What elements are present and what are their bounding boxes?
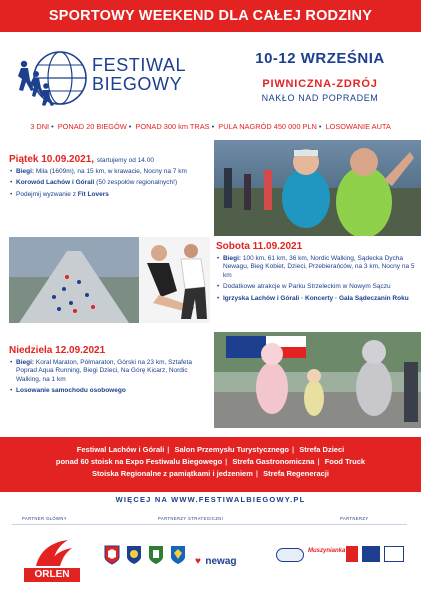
newag-wordmark: newag — [205, 556, 237, 567]
saturday-list — [216, 255, 416, 303]
newag-logo — [195, 551, 237, 569]
attractions-row: ponad 60 stoisk na Expo Festiwalu Biegowego | Strefa Gastronomiczna | Food Truck — [55, 457, 366, 466]
sunday-list — [9, 359, 209, 396]
saturday-title: Sobota 11.09.2021 — [216, 241, 303, 252]
partner-logo-red — [346, 546, 358, 562]
crest-icon — [104, 545, 120, 565]
saturday-photo — [9, 237, 210, 323]
globe-runners-icon — [14, 46, 92, 112]
saturday-section — [216, 241, 416, 303]
banner-title: SPORTOWY WEEKEND DLA CAŁEJ RODZINY — [48, 8, 373, 24]
orlen-logo — [22, 536, 82, 586]
stat-item: 3 DNI — [30, 122, 50, 131]
main-partner-label: PARTNER GŁÓWNY — [22, 516, 67, 521]
brand-wordmark — [92, 56, 186, 94]
festival-logo — [14, 46, 214, 112]
event-subtitle: NAKŁO NAD POPRADEM — [261, 93, 379, 103]
sunday-costume-runners-photo — [214, 332, 421, 428]
orlen-wordmark: ORLEN — [24, 568, 80, 582]
attractions-banner — [0, 437, 421, 492]
list-item: • Dodatkowe atrakcje w Parku Strzeleckim w Nowym Sączu — [216, 283, 416, 291]
sunday-title: Niedziela 12.09.2021 — [9, 345, 106, 356]
heart-icon: ♥ — [195, 556, 201, 567]
crest-icon — [170, 545, 186, 565]
coat-of-arms-2 — [126, 545, 142, 565]
list-item: • Podejmij wyzwanie z Fit Lovers — [9, 191, 209, 199]
brand-line2: BIEGOWY — [92, 74, 183, 94]
list-item: • Biegi: 100 km, 61 km, 36 km, Nordic Walking, Sądecka Dycha Newagu, Bieg Kobiet, Dzieci, Przebierańców, na 3 km, Nocny na 5 km — [216, 255, 416, 280]
coat-of-arms-1 — [104, 545, 120, 565]
friday-runners-photo — [214, 140, 421, 236]
partner-logo-oval — [276, 548, 304, 562]
stat-item: PULA NAGRÓD 450 000 PLN — [218, 122, 317, 131]
top-banner — [0, 0, 421, 32]
stat-item: PONAD 20 BIEGÓW — [57, 122, 127, 131]
stat-item: PONAD 300 km TRAS — [135, 122, 210, 131]
website-link[interactable]: WIĘCEJ NA WWW.FESTIWALBIEGOWY.PL — [115, 495, 306, 504]
orlen-eagle-icon — [22, 536, 82, 570]
muszynianka-logo: Muszynianka — [308, 548, 346, 554]
friday-title: Piątek 10.09.2021, startujemy od 14.00 — [9, 154, 154, 165]
list-item: • Biegi: Koral Maraton, Półmaraton, Górski na 23 km, Sztafeta Poprad Aqua Running, Biegi Dzieci, Na Górę Kicarz, Nordic Walking, na 1 km — [9, 359, 209, 384]
list-item: • Korowód Lachów i Górali (50 zespołów regionalnych!) — [9, 179, 209, 187]
friday-start: startujemy od 14.00 — [96, 157, 154, 164]
attractions-row: Festiwal Lachów i Górali | Salon Przemysłu Turystycznego | Strefa Dzieci — [76, 445, 345, 454]
partner-logo-navy — [362, 546, 380, 562]
event-city: PIWNICZNA-ZDRÓJ — [262, 78, 378, 90]
sunday-section — [9, 345, 209, 396]
stats-line: 3 DNI • PONAD 20 BIEGÓW • PONAD 300 km TRAS • PULA NAGRÓD 450 000 PLN • LOSOWANIE AUTA — [30, 122, 391, 131]
coat-of-arms-3 — [148, 545, 164, 565]
partner-logo-outline — [384, 546, 404, 562]
crest-icon — [126, 545, 142, 565]
brand-line1: FESTIWAL — [92, 55, 187, 75]
partners-label: PARTNERZY — [340, 516, 369, 521]
list-item: • Biegi: Mila (1609m), na 15 km, w krawacie, Nocny na 7 km — [9, 168, 209, 176]
friday-list — [9, 168, 209, 199]
list-item: • Losowanie samochodu osobowego — [9, 387, 209, 395]
attractions-row: Stoiska Regionalne z pamiątkami i jedzeniem | Strefa Regeneracji — [92, 469, 329, 478]
coat-of-arms-4 — [170, 545, 186, 565]
friday-section — [9, 154, 209, 199]
stat-item: LOSOWANIE AUTA — [325, 122, 391, 131]
strategic-partners-label: PARTNERZY STRATEGICZNI — [158, 516, 224, 521]
event-dates: 10-12 WRZEŚNIA — [255, 50, 385, 67]
partners-divider — [12, 524, 407, 525]
list-item: • Igrzyska Lachów i Górali · Koncerty · Gala Sądeczanin Roku — [216, 295, 416, 303]
crest-icon — [148, 545, 164, 565]
